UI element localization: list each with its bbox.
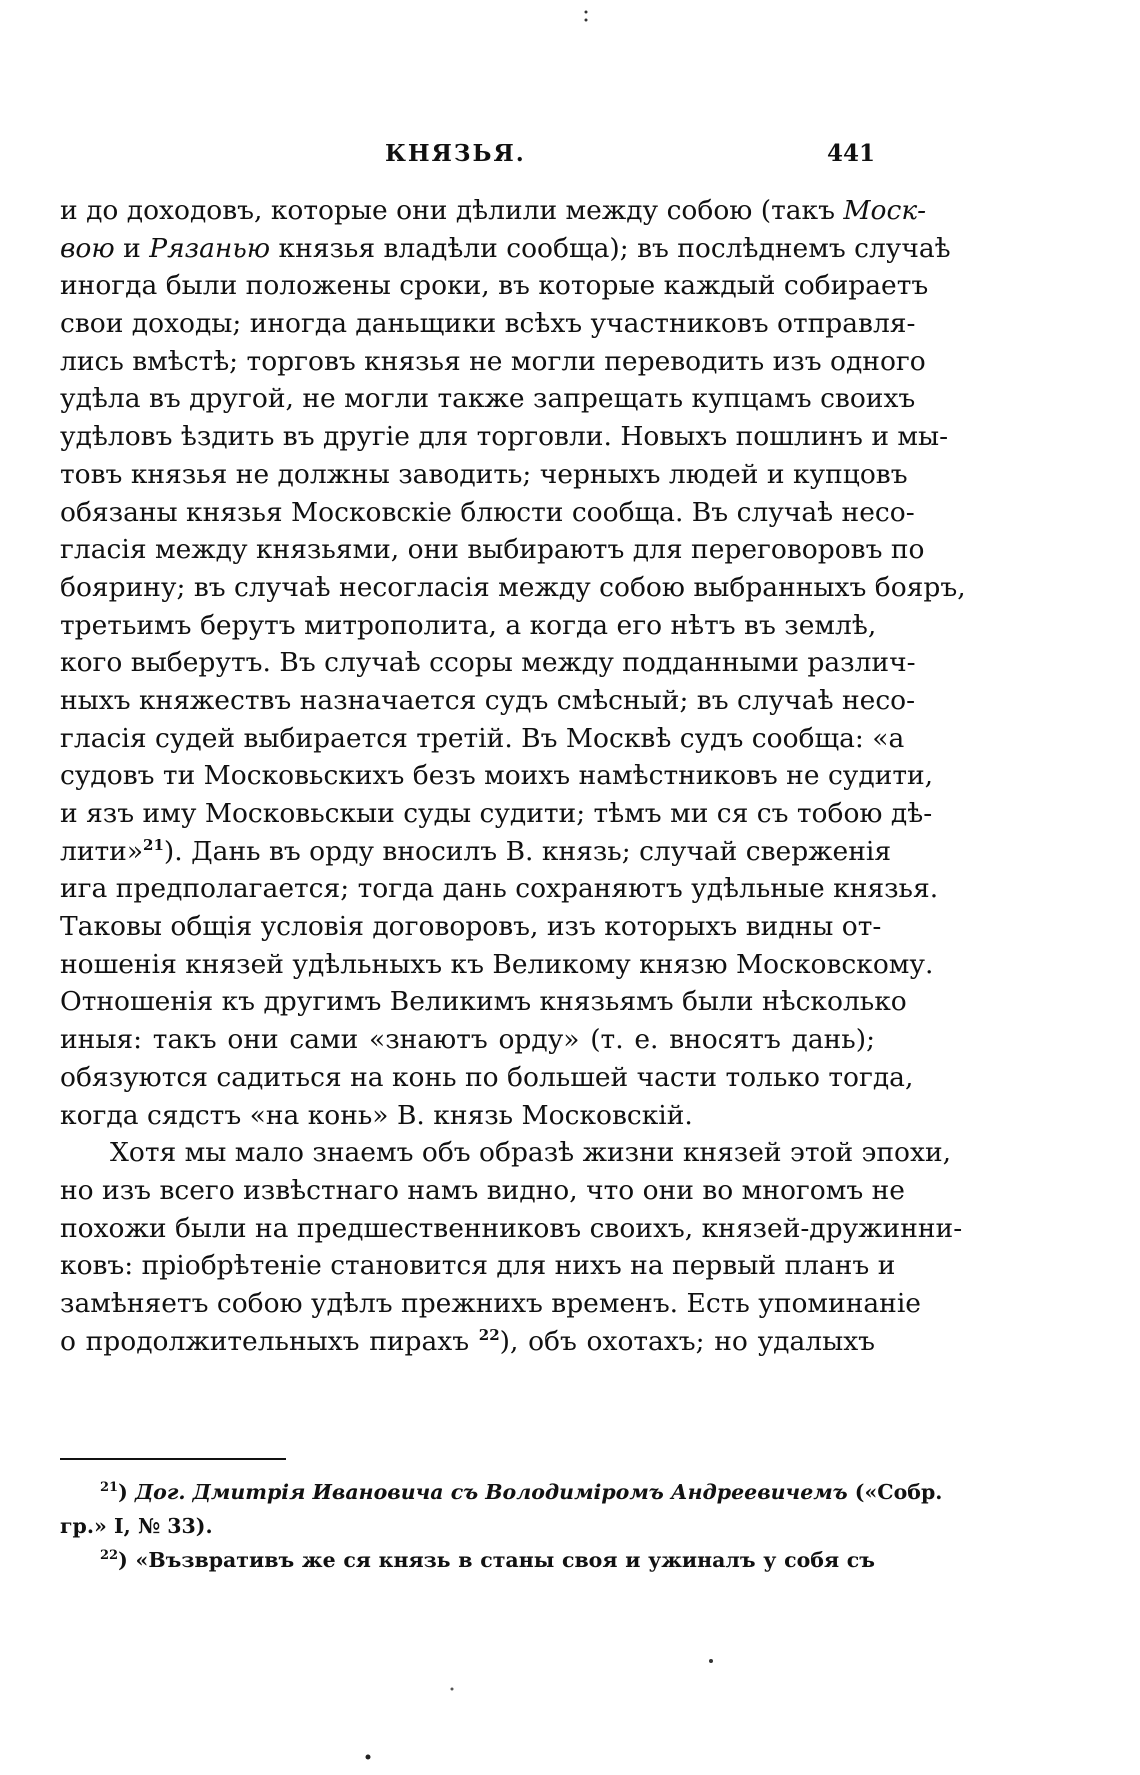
text-line: Таковы общія условія договоровъ, изъ которыхъ видны от-: [60, 911, 882, 943]
text-line: обязаны князья Московскіе блюсти сообща. Въ случаѣ несо-: [60, 496, 915, 528]
text-line: товъ князья не должны заводить; черныхъ людей и купцовъ: [60, 458, 908, 490]
text-line: Отношенія къ другимъ Великимъ князьямъ были нѣсколько: [60, 986, 907, 1018]
text-line: судовъ ти Московьскихъ безъ моихъ намѣстниковъ не судити,: [60, 760, 934, 792]
text-line: но изъ всего извѣстнаго намъ видно, что они во многомъ не: [60, 1174, 905, 1206]
text-line: гласія между князьями, они выбираютъ для переговоровъ по: [60, 534, 925, 566]
footnote-22: $^{22}$) «Възвративъ же ся князь в станы своя и ужиналъ у собя съ: [100, 1548, 875, 1572]
text-line: иныя: такъ они сами «знаютъ орду» (т. е. вносятъ дань);: [60, 1024, 875, 1056]
text-line: и до доходовъ, которые они дѣлили между собою (такъ Моск-: [60, 195, 927, 226]
speck: [366, 1755, 371, 1760]
speck: [451, 1688, 454, 1691]
text-line: замѣняетъ собою удѣлъ прежнихъ временъ. Есть упоминаніе: [60, 1287, 921, 1319]
text-line: ношенія князей удѣльныхъ къ Великому князю Московскому.: [60, 948, 934, 980]
text-line: и язъ иму Московьскыи суды судити; тѣмъ ми ся съ тобою дѣ-: [60, 798, 933, 829]
speck: [585, 11, 588, 14]
footnote-21: $^{21}$) Дог. Дмитрія Ивановича съ Володиміромъ Андреевичемъ («Собр.: [100, 1480, 943, 1504]
text-line: Хотя мы мало знаемъ объ образѣ жизни князей этой эпохи,: [110, 1137, 952, 1169]
running-title: КНЯЗЬЯ.: [385, 140, 526, 167]
page-number: 441: [826, 140, 875, 167]
text-line: ныхъ княжествъ назначается судъ смѣсный; въ случаѣ несо-: [60, 684, 916, 716]
text-line: обязуются садиться на конь по большей части только тогда,: [60, 1061, 914, 1093]
text-line: гласія судей выбирается третій. Въ Москвѣ судъ сообща: «а: [60, 722, 905, 754]
text-line: боярину; въ случаѣ несогласія между собою выбранныхъ бояръ,: [60, 571, 966, 603]
text-line: удѣловъ ѣздить въ другіе для торговли. Новыхъ пошлинъ и мы-: [60, 421, 949, 453]
footnote-21-continued: гр.» I, № 33).: [60, 1514, 213, 1538]
text-line: лити»$^{21}$). Дань въ орду вносилъ В. князь; случай сверженія: [60, 835, 892, 867]
text-line: лись вмѣстѣ; торговъ князья не могли переводить изъ одного: [60, 345, 926, 377]
text-line: когда сядстъ «на конь» В. князь Московскій.: [60, 1099, 693, 1131]
text-line: свои доходы; иногда даньщики всѣхъ участниковъ отправля-: [60, 308, 916, 340]
speck: [709, 1659, 713, 1663]
footnote-ref-21: 21: [143, 835, 164, 854]
speck: [585, 19, 588, 22]
text-line: ковъ: пріобрѣтеніе становится для нихъ на первый планъ и: [60, 1250, 896, 1282]
text-line: иногда были положены сроки, въ которые каждый собираетъ: [60, 270, 929, 302]
text-line: похожи были на предшественниковъ своихъ, князей-дружинни-: [60, 1212, 963, 1244]
text-line: ига предполагается; тогда дань сохраняютъ удѣльные князья.: [60, 873, 939, 905]
text-line: третьимъ берутъ митрополита, а когда его нѣтъ въ землѣ,: [60, 609, 877, 641]
text-line: вою и Рязанью князья владѣли сообща); въ послѣднемъ случаѣ: [60, 232, 951, 264]
text-line: о продолжительныхъ пирахъ $^{22}$), объ охотахъ; но удалыхъ: [60, 1325, 876, 1357]
text-line: кого выберутъ. Въ случаѣ ссоры между подданными различ-: [60, 647, 916, 679]
footnote-ref-22: 22: [478, 1325, 500, 1344]
text-line: удѣла въ другой, не могли также запрещать купцамъ своихъ: [60, 383, 916, 415]
